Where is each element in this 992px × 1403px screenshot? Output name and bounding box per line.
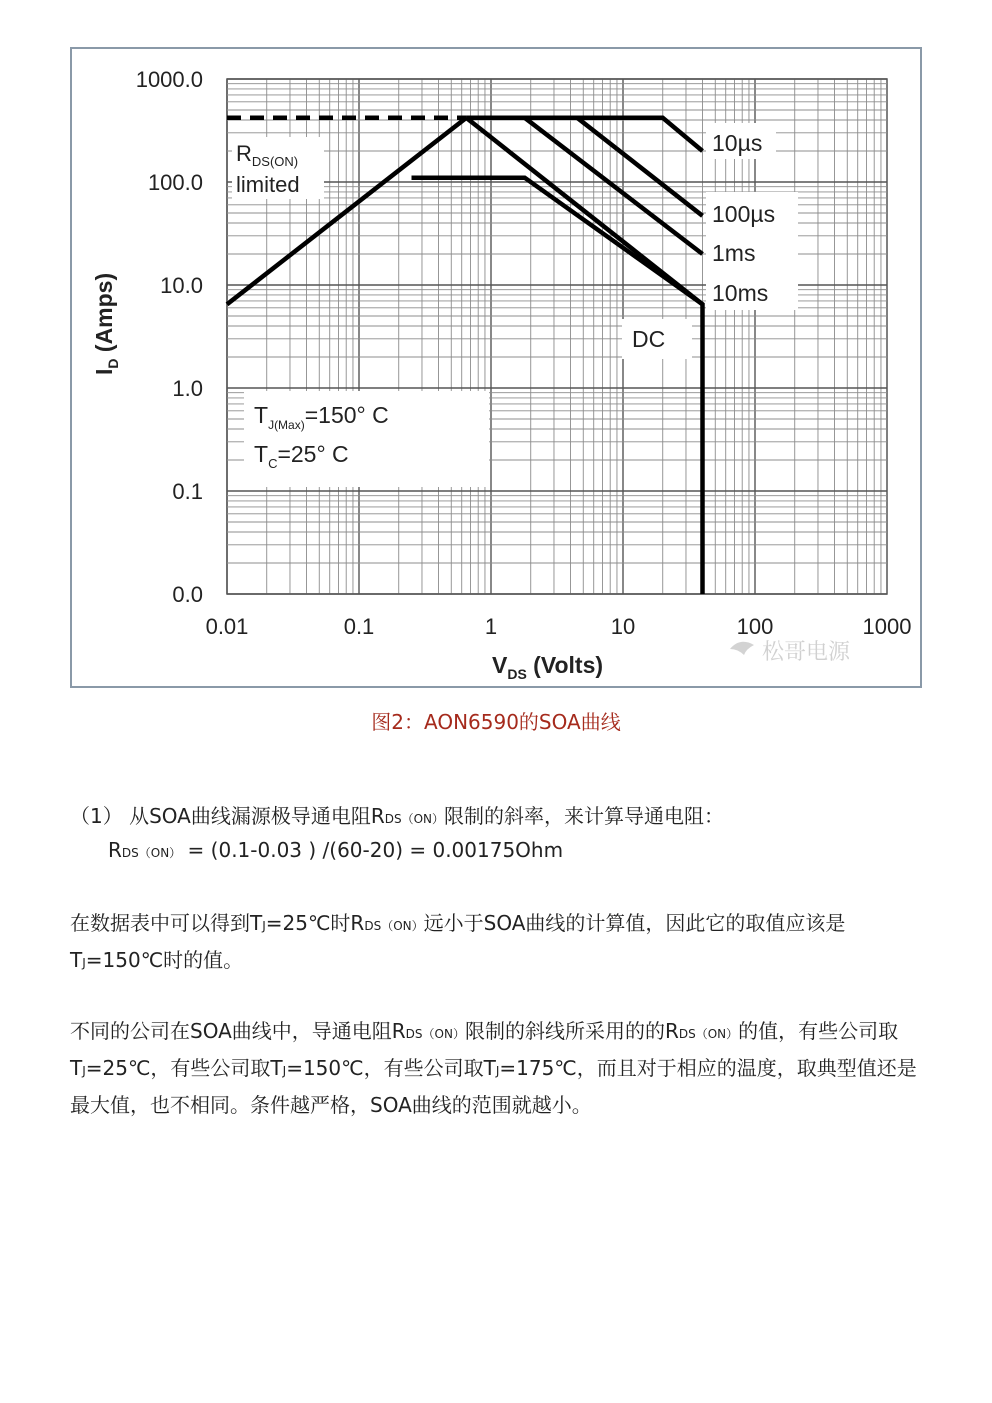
x-tick-label: 1000 — [862, 614, 912, 639]
watermark — [730, 640, 851, 665]
soa-chart — [72, 49, 920, 686]
x-tick-label: 0.1 — [343, 614, 375, 639]
x-axis-title: $V_{DS}$ (Volts) — [492, 652, 604, 682]
label-dc: DC — [632, 326, 666, 352]
formula-line: RDS（ON） = (0.1-0.03 ) /(60-20) = 0.00175Ohm — [108, 838, 564, 862]
y-tick-label: 0.0 — [172, 582, 203, 607]
label-1ms: 1ms — [712, 240, 756, 266]
y-axis-title: $I_D$ (Amps) — [91, 272, 121, 375]
tj-annotation: $T_{J(Max)}=150^\circ$ C — [254, 402, 389, 432]
label-100us: 100µs — [712, 201, 776, 227]
paragraph-2: 在数据表中可以得到TJ=25℃时RDS（ON）远小于SOA曲线的计算值，因此它的取值应该是TJ=150℃时的值。 — [70, 911, 846, 972]
rds-annotation-line2: limited — [236, 172, 300, 197]
x-tick-label: 100 — [736, 614, 774, 639]
x-tick-label: 1 — [484, 614, 498, 639]
y-tick-label: 10.0 — [160, 273, 203, 298]
plot-area — [227, 79, 887, 594]
paragraph-1: （1） 从SOA曲线漏源极导通电阻RDS（ON）限制的斜率，来计算导通电阻： — [70, 804, 725, 828]
y-tick-label: 1.0 — [172, 376, 203, 401]
y-tick-label: 1000.0 — [135, 67, 203, 92]
paragraph-3: 不同的公司在SOA曲线中，导通电阻RDS（ON）限制的斜线所采用的的RDS（ON）的值，有些公司取TJ=25℃，有些公司取TJ=150℃，有些公司取TJ=175℃，而且对于相应的温度，取典型值还是最大值，也不相同。条件越严格，SOA曲线的范围就越小。 — [70, 1019, 917, 1117]
x-tick-label: 0.01 — [205, 614, 249, 639]
figure-caption: 图2：AON6590的SOA曲线 — [371, 710, 621, 734]
x-tick-label: 10 — [610, 614, 636, 639]
label-10us: 10µs — [712, 130, 763, 156]
figure-frame — [70, 47, 922, 688]
grid-layer — [227, 79, 887, 594]
tc-annotation: $T_C=25^\circ$ C — [254, 441, 349, 471]
watermark-text: 松哥电源 — [762, 640, 851, 665]
y-tick-label: 100.0 — [147, 170, 203, 195]
label-10ms: 10ms — [712, 280, 769, 306]
rds-annotation-line1: $R_{DS(ON)}$ — [236, 141, 299, 169]
y-tick-label: 0.1 — [172, 479, 203, 504]
